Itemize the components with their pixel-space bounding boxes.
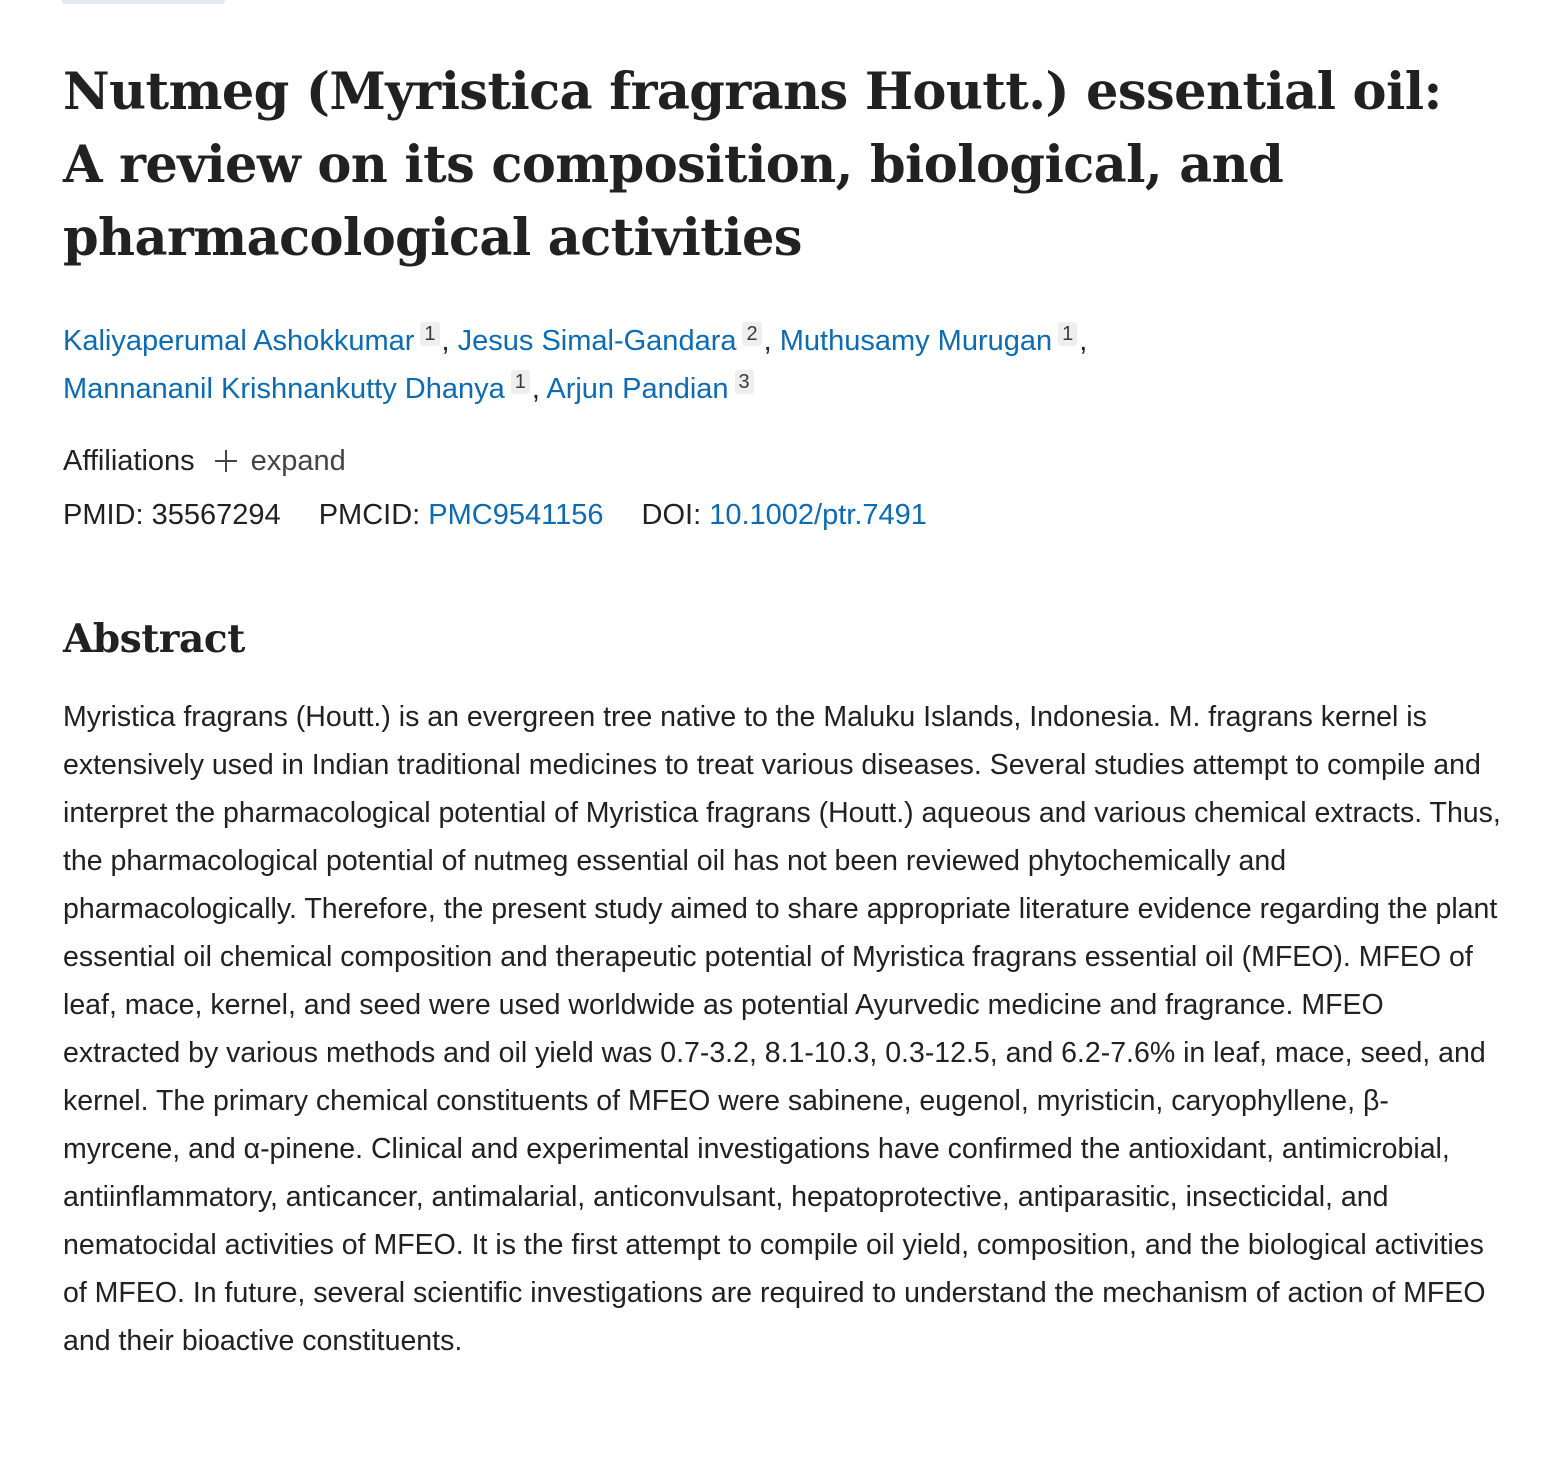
affiliations-row	[63, 443, 1503, 479]
pmid-group	[63, 499, 281, 531]
affiliation-number[interactable]: 1	[420, 322, 439, 346]
affiliation-number[interactable]: 1	[511, 370, 530, 394]
abstract-text: Myristica fragrans (Houtt.) is an evergreen tree native to the Maluku Islands, Indonesia. M. fragrans kernel is extensively used in Indian traditional medicines to treat various diseases. Several studies attempt to compile and interpret the pharmacological potential of Myristica fragrans (Houtt.) aqueous and various chemical extracts. Thus, the pharmacological potential of nutmeg essential oil has not been reviewed phytochemically and pharmacologically. Therefore, the present study aimed to share appropriate literature evidence regarding the plant essential oil chemical composition and therapeutic potential of Myristica fragrans essential oil (MFEO). MFEO of leaf, mace, kernel, and seed were used worldwide as potential Ayurvedic medicine and fragrance. MFEO extracted by various methods and oil yield was 0.7-3.2, 8.1-10.3, 0.3-12.5, and 6.2-7.6% in leaf, mace, seed, and kernel. The primary chemical constituents of MFEO were sabinene, eugenol, myristicin, caryophyllene, β-myrcene, and α-pinene. Clinical and experimental investigations have confirmed the antioxidant, antimicrobial, antiinflammatory, anticancer, antimalarial, anticonvulsant, hepatoprotective, antiparasitic, insecticidal, and nematocidal activities of MFEO. It is the first attempt to compile oil yield, composition, and the biological activities of MFEO. In future, several scientific investigations are required to understand the mechanism of action of MFEO and their bioactive constituents.	[63, 701, 1501, 1357]
author-link[interactable]: Jesus Simal-Gandara	[457, 325, 737, 357]
doi-link[interactable]: 10.1002/ptr.7491	[709, 499, 927, 531]
author-link[interactable]: Mannananil Krishnankutty Dhanya	[63, 373, 505, 405]
article-title: Nutmeg (Myristica fragrans Houtt.) essential oil: A review on its composition, biological, and pharmacological activities	[63, 62, 1442, 268]
doi-group	[642, 499, 927, 531]
pmcid-link[interactable]: PMC9541156	[428, 499, 604, 531]
pmid-label: PMID:	[63, 499, 144, 531]
affiliation-number[interactable]: 3	[735, 370, 754, 394]
pmid-value: 35567294	[151, 499, 281, 531]
affiliation-number[interactable]: 2	[742, 322, 761, 346]
top-tab-indicator	[62, 0, 225, 4]
identifiers-row	[63, 497, 1503, 533]
article	[63, 56, 1503, 1394]
author-link[interactable]: Arjun Pandian	[546, 373, 729, 405]
expand-label: expand	[250, 445, 346, 477]
doi-label: DOI:	[641, 499, 702, 531]
affiliations-expand-toggle[interactable]	[215, 443, 346, 479]
plus-icon	[215, 450, 237, 472]
author-link[interactable]: Muthusamy Murugan	[779, 325, 1053, 357]
author-list: Kaliyaperumal Ashokkumar 1 , Jesus Simal-Gandara 2 , Muthusamy Murugan 1 , Mannananil Krishnankutty Dhanya 1 , Arjun Pandian 3	[63, 323, 1088, 405]
affiliation-number[interactable]: 1	[1058, 322, 1077, 346]
pmcid-group	[319, 499, 604, 531]
affiliations-label: Affiliations	[63, 445, 195, 477]
author-link[interactable]: Kaliyaperumal Ashokkumar	[63, 325, 415, 357]
abstract-heading: Abstract	[63, 616, 245, 662]
pmcid-label: PMCID:	[318, 499, 421, 531]
